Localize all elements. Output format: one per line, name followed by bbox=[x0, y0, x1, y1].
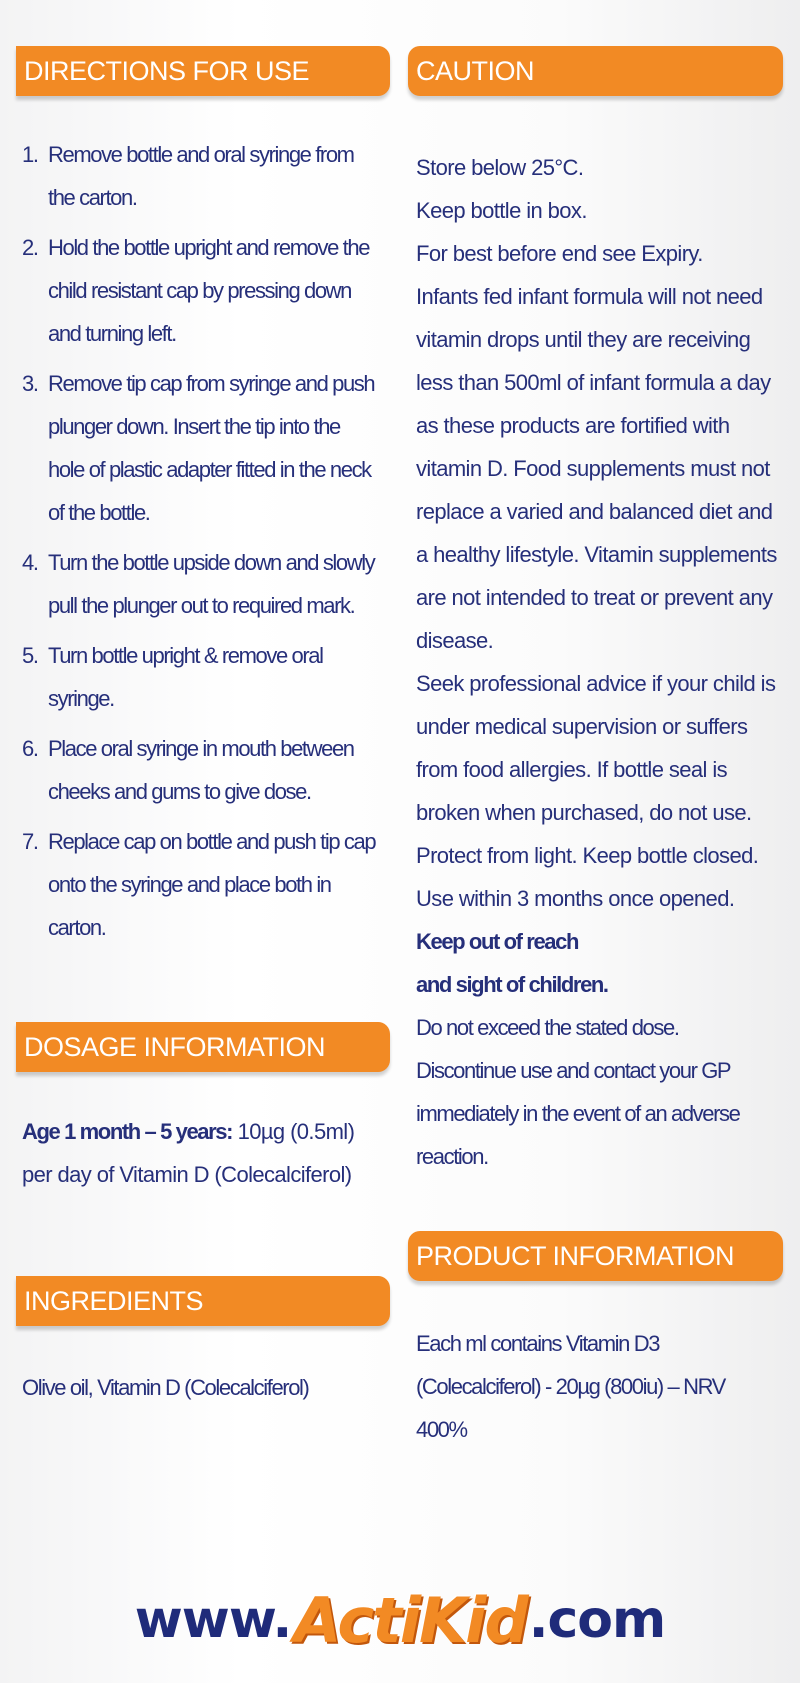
dosage-text bbox=[22, 1110, 362, 1196]
ingredients-text: Olive oil, Vitamin D (Colecalciferol) bbox=[22, 1375, 309, 1400]
directions-list bbox=[22, 133, 377, 956]
step-text: Hold the bottle upright and remove the child resistant cap by pressing down and turning left. bbox=[48, 235, 370, 346]
step-text: Place oral syringe in mouth between cheeks and gums to give dose. bbox=[48, 736, 354, 804]
dosage-heading: DOSAGE INFORMATION bbox=[16, 1022, 390, 1072]
caution-expiry: For best before end see Expiry. bbox=[416, 241, 703, 266]
actikid-logo: ActiKid bbox=[293, 1583, 527, 1657]
list-item: 7. Replace cap on bottle and push tip cap onto the syringe and place both in carton. bbox=[22, 820, 377, 949]
product-heading: PRODUCT INFORMATION bbox=[408, 1231, 783, 1281]
product-text: Each ml contains Vitamin D3 (Colecalciferol) - 20µg (800iu) – NRV 400% bbox=[416, 1331, 725, 1442]
caution-heading: CAUTION bbox=[408, 46, 783, 96]
list-item: 4. Turn the bottle upside down and slowly pull the plunger out to required mark. bbox=[22, 541, 377, 627]
directions-heading: DIRECTIONS FOR USE bbox=[16, 46, 390, 96]
ingredients-heading: INGREDIENTS bbox=[16, 1276, 390, 1326]
website-footer[interactable] bbox=[0, 1585, 800, 1655]
step-text: Turn the bottle upside down and slowly pull the plunger out to required mark. bbox=[48, 550, 375, 618]
list-item: 3. Remove tip cap from syringe and push plunger down. Insert the tip into the hole of plastic adapter fitted in the neck of the bottle. bbox=[22, 362, 377, 534]
caution-dose: Do not exceed the stated dose. Discontinue use and contact your GP immediately in the event of an adverse reaction. bbox=[416, 1015, 740, 1169]
caution-infant-formula: Infants fed infant formula will not need vitamin drops until they are receiving less than 500ml of infant formula a day as these products are fortified with vitamin D. Food supplements must not replace a varied and balanced diet and a healthy lifestyle. Vitamin supplements are not intended to treat or prevent any disease. bbox=[416, 284, 777, 653]
list-item: 1. Remove bottle and oral syringe from the carton. bbox=[22, 133, 377, 219]
caution-warning-line-2: and sight of children. bbox=[416, 972, 608, 997]
caution-storage: Store below 25°C. bbox=[416, 155, 584, 180]
step-text: Replace cap on bottle and push tip cap onto the syringe and place both in carton. bbox=[48, 829, 376, 940]
step-text: Turn bottle upright & remove oral syringe. bbox=[48, 643, 323, 711]
caution-text bbox=[416, 146, 781, 1178]
step-text: Remove tip cap from syringe and push plunger down. Insert the tip into the hole of plastic adapter fitted in the neck of the bottle. bbox=[48, 371, 375, 525]
caution-professional-advice: Seek professional advice if your child is under medical supervision or suffers from food allergies. If bottle seal is broken when purchased, do not use. Protect from light. Keep bottle closed. Use within 3 months once opened. bbox=[416, 671, 776, 911]
list-item: 5. Turn bottle upright & remove oral syringe. bbox=[22, 634, 377, 720]
caution-warning-line-1: Keep out of reach bbox=[416, 929, 579, 954]
dosage-age-label: Age 1 month – 5 years: bbox=[22, 1119, 233, 1144]
dosage-amount: 10µg (0.5ml) per day of Vitamin D (Colecalciferol) bbox=[22, 1119, 355, 1187]
step-text: Remove bottle and oral syringe from the carton. bbox=[48, 142, 354, 210]
list-item: 2. Hold the bottle upright and remove the child resistant cap by pressing down and turning left. bbox=[22, 226, 377, 355]
url-suffix: .com bbox=[528, 1590, 666, 1650]
caution-box: Keep bottle in box. bbox=[416, 198, 587, 223]
url-prefix: www. bbox=[134, 1590, 292, 1650]
list-item: 6. Place oral syringe in mouth between cheeks and gums to give dose. bbox=[22, 727, 377, 813]
